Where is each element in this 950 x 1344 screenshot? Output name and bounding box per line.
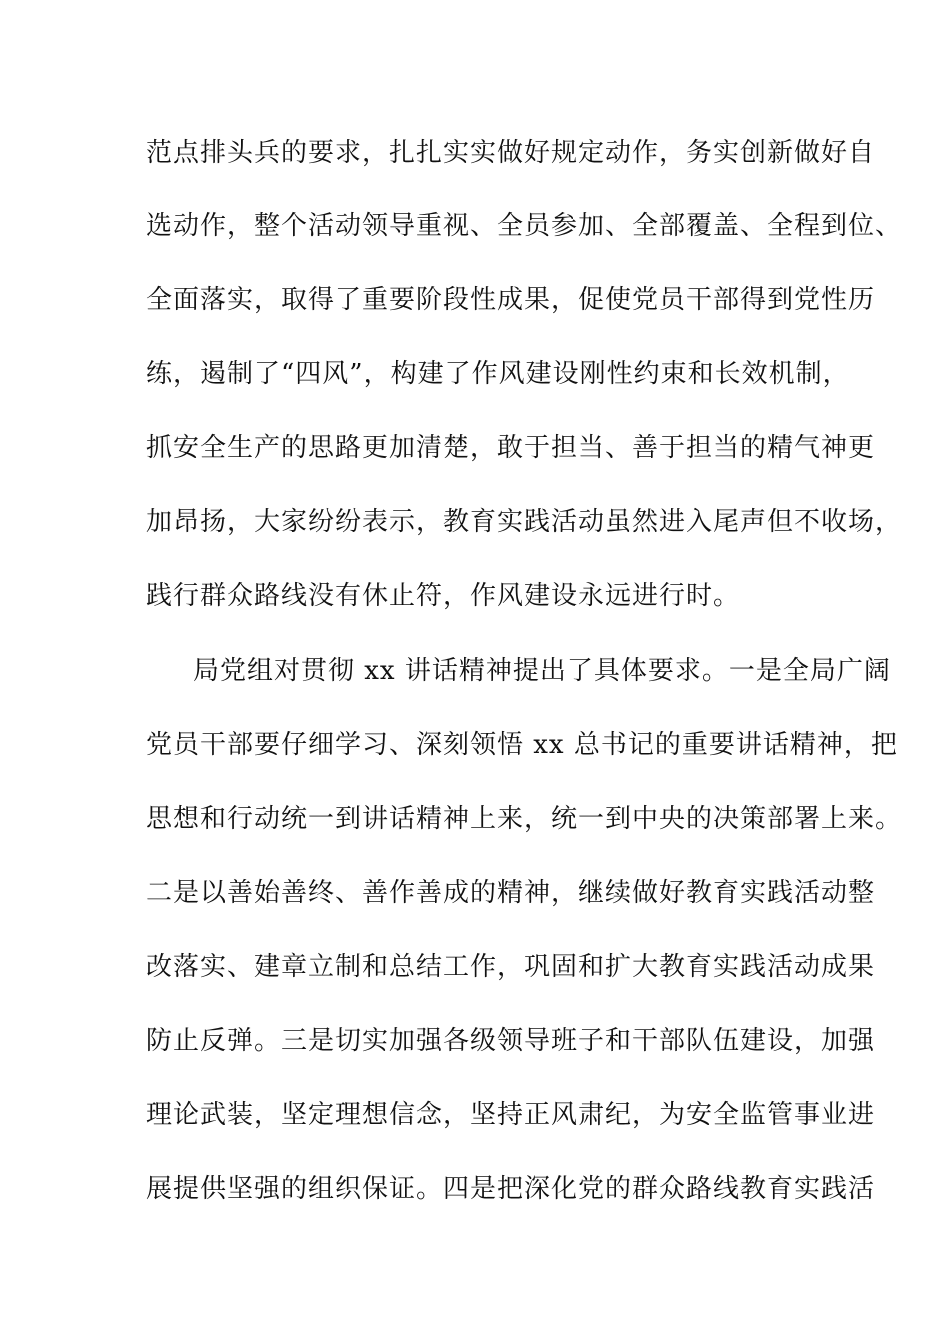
text-line: 全面落实，取得了重要阶段性成果，促使党员干部得到党性历 [146, 285, 876, 315]
text-line: 加昂扬，大家纷纷表示，教育实践活动虽然进入尾声但不收场， [146, 507, 903, 537]
text-line: 展提供坚强的组织保证。四是把深化党的群众路线教育实践活 [146, 1174, 876, 1204]
paragraph-first-line: 局党组对贯彻 xx 讲话精神提出了具体要求。一是全局广阔 [193, 656, 891, 686]
text-line: 践行群众路线没有休止符，作风建设永远进行时。 [146, 581, 741, 611]
text-line: 抓安全生产的思路更加清楚，敢于担当、善于担当的精气神更 [146, 433, 876, 463]
text-line: 思想和行动统一到讲话精神上来，统一到中央的决策部署上来。 [146, 804, 903, 834]
text-line: 选动作，整个活动领导重视、全员参加、全部覆盖、全程到位、 [146, 211, 903, 241]
text-line: 理论武装，坚定理想信念，坚持正风肃纪，为安全监管事业进 [146, 1100, 876, 1130]
text-line: 党员干部要仔细学习、深刻领悟 xx 总书记的重要讲话精神，把 [146, 730, 898, 760]
text-line: 防止反弹。三是切实加强各级领导班子和干部队伍建设，加强 [146, 1026, 876, 1056]
text-line: 练，遏制了“四风”，构建了作风建设刚性约束和长效机制， [146, 359, 850, 389]
text-line: 范点排头兵的要求，扎扎实实做好规定动作，务实创新做好自 [146, 138, 876, 168]
text-line: 改落实、建章立制和总结工作，巩固和扩大教育实践活动成果 [146, 952, 876, 982]
text-line: 二是以善始善终、善作善成的精神，继续做好教育实践活动整 [146, 878, 876, 908]
